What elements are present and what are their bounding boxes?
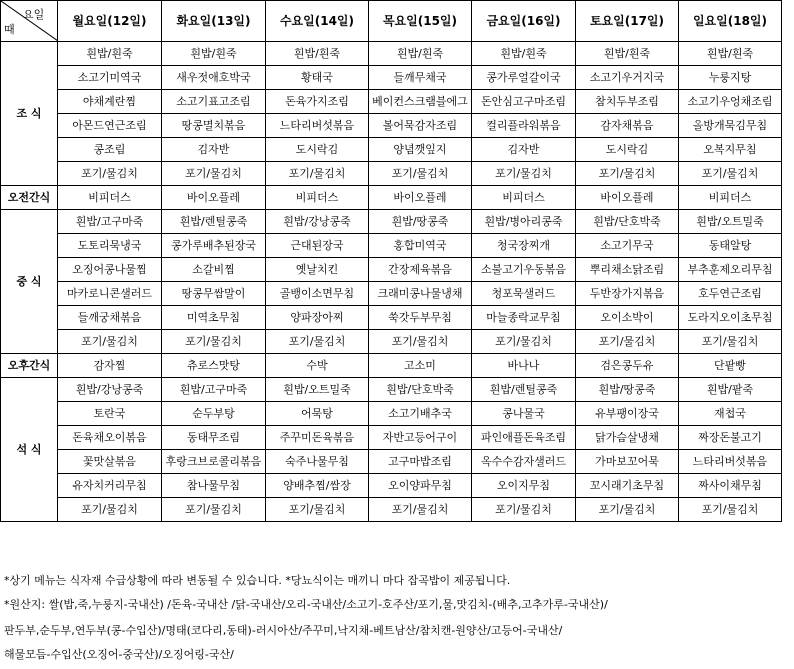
menu-item: 김자반 [162, 138, 266, 162]
menu-item: 소고기무국 [576, 234, 679, 258]
menu-item: 볼어묵감자조림 [369, 114, 472, 138]
menu-item: 순두부탕 [162, 402, 266, 426]
menu-item: 도시락김 [576, 138, 679, 162]
menu-item: 후랑크브로콜리볶음 [162, 450, 266, 474]
menu-item: 자반고등어구이 [369, 426, 472, 450]
dinner-row [1, 426, 782, 450]
am-snack-row [1, 186, 782, 210]
breakfast-label: 조 식 [1, 42, 58, 186]
menu-item: 마늘종락교무침 [472, 306, 576, 330]
menu-item: 청포묵샐러드 [472, 282, 576, 306]
menu-item: 쑥갓두부무침 [369, 306, 472, 330]
snack-item: 비피더스 [266, 186, 369, 210]
menu-item: 감자채볶음 [576, 114, 679, 138]
snack-item: 바이오플레 [369, 186, 472, 210]
menu-item: 포기/물김치 [58, 162, 162, 186]
corner-day-label: 요일 [23, 8, 45, 21]
menu-item: 흰밥/흰죽 [679, 42, 782, 66]
breakfast-row [1, 162, 782, 186]
menu-item: 흰밥/렌틸콩죽 [162, 210, 266, 234]
menu-item: 파인애플돈육조림 [472, 426, 576, 450]
snack-item: 바이오플레 [162, 186, 266, 210]
day-header: 금요일(16일) [472, 1, 576, 42]
lunch-row [1, 210, 782, 234]
dinner-row [1, 450, 782, 474]
menu-item: 포기/물김치 [162, 498, 266, 522]
origin-text: 해물모듬-수입산(오징어-중국산)/오징어링-국산/ [4, 648, 234, 661]
menu-item: 콩가루얼갈이국 [472, 66, 576, 90]
menu-item: 돈육가지조림 [266, 90, 369, 114]
menu-item: 도토리묵냉국 [58, 234, 162, 258]
menu-item: 두반장가지볶음 [576, 282, 679, 306]
corner-meal-label: 때 [4, 23, 15, 36]
menu-item: 유부팽이장국 [576, 402, 679, 426]
snack-item: 바이오플레 [576, 186, 679, 210]
menu-item: 소갈비찜 [162, 258, 266, 282]
menu-item: 골뱅이소면무침 [266, 282, 369, 306]
menu-item: 짜사이채무침 [679, 474, 782, 498]
menu-item: 야채계란찜 [58, 90, 162, 114]
menu-item: 청국장찌개 [472, 234, 576, 258]
lunch-row [1, 282, 782, 306]
menu-item: 옛날치킨 [266, 258, 369, 282]
menu-item: 양파장아찌 [266, 306, 369, 330]
menu-item: 유자치커리무침 [58, 474, 162, 498]
day-header: 목요일(15일) [369, 1, 472, 42]
snack-item: 단팥빵 [679, 354, 782, 378]
menu-item: 땅콩멸치볶음 [162, 114, 266, 138]
menu-item: 올방개묵김무침 [679, 114, 782, 138]
lunch-label: 중 식 [1, 210, 58, 354]
snack-item: 바나나 [472, 354, 576, 378]
header-corner [1, 1, 58, 42]
menu-item: 흰밥/땅콩죽 [369, 210, 472, 234]
menu-item: 흰밥/병아리콩죽 [472, 210, 576, 234]
menu-item: 포기/물김치 [576, 330, 679, 354]
menu-item: 흰밥/흰죽 [576, 42, 679, 66]
menu-item: 참나물무침 [162, 474, 266, 498]
day-header: 수요일(14일) [266, 1, 369, 42]
day-header: 일요일(18일) [679, 1, 782, 42]
menu-item: 포기/물김치 [369, 498, 472, 522]
menu-item: 미역초무침 [162, 306, 266, 330]
menu-item: 크래미콩나물냉채 [369, 282, 472, 306]
menu-item: 동태알탕 [679, 234, 782, 258]
dinner-label: 석 식 [1, 378, 58, 522]
menu-item: 홍합미역국 [369, 234, 472, 258]
snack-item: 비피더스 [679, 186, 782, 210]
am-snack-label: 오전간식 [1, 186, 58, 210]
menu-item: 소고기표고조림 [162, 90, 266, 114]
menu-item: 도라지오이초무침 [679, 306, 782, 330]
snack-item: 검은콩두유 [576, 354, 679, 378]
menu-item: 포기/물김치 [266, 498, 369, 522]
breakfast-row [1, 90, 782, 114]
menu-item: 마카로니콘샐러드 [58, 282, 162, 306]
dinner-row [1, 378, 782, 402]
lunch-row [1, 234, 782, 258]
lunch-row [1, 306, 782, 330]
menu-item: 간장제육볶음 [369, 258, 472, 282]
menu-item: 포기/물김치 [58, 498, 162, 522]
dinner-row [1, 474, 782, 498]
breakfast-row [1, 138, 782, 162]
menu-item: 포기/물김치 [369, 162, 472, 186]
menu-item: 닭가슴살냉채 [576, 426, 679, 450]
menu-item: 참치두부조림 [576, 90, 679, 114]
menu-item: 양배추찜/쌈장 [266, 474, 369, 498]
menu-item: 포기/물김치 [472, 498, 576, 522]
menu-item: 가마보꼬어묵 [576, 450, 679, 474]
snack-item: 비피더스 [58, 186, 162, 210]
menu-item: 근대된장국 [266, 234, 369, 258]
menu-item: 흰밥/흰죽 [162, 42, 266, 66]
menu-item: 돈육채오이볶음 [58, 426, 162, 450]
menu-item: 부추훈제오리무침 [679, 258, 782, 282]
dinner-row [1, 498, 782, 522]
breakfast-row [1, 42, 782, 66]
menu-item: 들깨궁채볶음 [58, 306, 162, 330]
menu-item: 흰밥/강낭콩죽 [266, 210, 369, 234]
menu-item: 흰밥/팥죽 [679, 378, 782, 402]
origin-text: 판두부,순두부,연두부(콩-수입산)/명태(코다리,동태)-러시아산/주꾸미,낙지채-베트남산/참치캔-원양산/고등어-국내산/ [4, 624, 563, 637]
menu-item: 소불고기우동볶음 [472, 258, 576, 282]
menu-item: 포기/물김치 [472, 162, 576, 186]
pm-snack-row [1, 354, 782, 378]
menu-item: 포기/물김치 [679, 162, 782, 186]
origin-text: *원산지: 쌀(밥,죽,누룽지-국내산) /돈육-국내산 /닭-국내산/오리-국내산/소고기-호주산/포기,물,맛김치-(배추,고추가루-국내산)/ [4, 598, 608, 611]
menu-item: 흰밥/흰죽 [58, 42, 162, 66]
menu-item: 흰밥/오트밀죽 [679, 210, 782, 234]
menu-item: 포기/물김치 [472, 330, 576, 354]
menu-item: 오이지무침 [472, 474, 576, 498]
menu-item: 포기/물김치 [266, 330, 369, 354]
menu-item: 흰밥/단호박죽 [369, 378, 472, 402]
menu-item: 오복지무침 [679, 138, 782, 162]
menu-item: 컬리플라워볶음 [472, 114, 576, 138]
menu-item: 포기/물김치 [162, 330, 266, 354]
menu-item: 동태무조림 [162, 426, 266, 450]
menu-item: 꽃맛살볶음 [58, 450, 162, 474]
menu-item: 아몬드연근조림 [58, 114, 162, 138]
lunch-row [1, 330, 782, 354]
menu-item: 주꾸미돈육볶음 [266, 426, 369, 450]
menu-item: 소고기미역국 [58, 66, 162, 90]
menu-item: 소고기우거지국 [576, 66, 679, 90]
menu-item: 흰밥/땅콩죽 [576, 378, 679, 402]
dinner-row [1, 402, 782, 426]
menu-item: 느타리버섯볶음 [266, 114, 369, 138]
menu-item: 어묵탕 [266, 402, 369, 426]
menu-item: 포기/물김치 [576, 498, 679, 522]
menu-item: 흰밥/고구마죽 [162, 378, 266, 402]
day-header: 월요일(12일) [58, 1, 162, 42]
menu-item: 흰밥/오트밀죽 [266, 378, 369, 402]
snack-item: 감자찜 [58, 354, 162, 378]
snack-item: 수박 [266, 354, 369, 378]
menu-item: 누룽지탕 [679, 66, 782, 90]
menu-item: 베이컨스크램블에그 [369, 90, 472, 114]
menu-item: 포기/물김치 [369, 330, 472, 354]
menu-item: 꼬시래기초무침 [576, 474, 679, 498]
menu-item: 고구마밥조림 [369, 450, 472, 474]
menu-item: 옥수수감자샐러드 [472, 450, 576, 474]
snack-item: 츄로스맛탕 [162, 354, 266, 378]
menu-item: 오이소박이 [576, 306, 679, 330]
menu-item: 도시락김 [266, 138, 369, 162]
menu-item: 흰밥/단호박죽 [576, 210, 679, 234]
menu-item: 김자반 [472, 138, 576, 162]
menu-item: 숙주나물무침 [266, 450, 369, 474]
menu-item: 재첩국 [679, 402, 782, 426]
menu-item: 콩조림 [58, 138, 162, 162]
menu-item: 흰밥/렌틸콩죽 [472, 378, 576, 402]
menu-item: 흰밥/흰죽 [266, 42, 369, 66]
menu-item: 오이양파무침 [369, 474, 472, 498]
menu-item: 포기/물김치 [679, 498, 782, 522]
menu-item: 황태국 [266, 66, 369, 90]
menu-item: 소고기배추국 [369, 402, 472, 426]
menu-item: 돈안심고구마조림 [472, 90, 576, 114]
notice-text: *상기 메뉴는 식자재 수급상황에 따라 변동될 수 있습니다. *당뇨식이는 매끼니 마다 잡곡밥이 제공됩니다. [4, 574, 511, 587]
menu-item: 콩나물국 [472, 402, 576, 426]
snack-item: 비피더스 [472, 186, 576, 210]
menu-item: 새우젓애호박국 [162, 66, 266, 90]
menu-item: 들깨무채국 [369, 66, 472, 90]
menu-item: 양념깻잎지 [369, 138, 472, 162]
menu-item: 흰밥/흰죽 [472, 42, 576, 66]
menu-item: 포기/물김치 [266, 162, 369, 186]
menu-item: 짜장돈불고기 [679, 426, 782, 450]
menu-item: 포기/물김치 [162, 162, 266, 186]
day-header: 화요일(13일) [162, 1, 266, 42]
breakfast-row [1, 114, 782, 138]
menu-item: 포기/물김치 [58, 330, 162, 354]
pm-snack-label: 오후간식 [1, 354, 58, 378]
menu-item: 오징어콩나물찜 [58, 258, 162, 282]
day-header: 토요일(17일) [576, 1, 679, 42]
menu-item: 흰밥/고구마죽 [58, 210, 162, 234]
breakfast-row [1, 66, 782, 90]
menu-item: 느타리버섯볶음 [679, 450, 782, 474]
menu-item: 토란국 [58, 402, 162, 426]
lunch-row [1, 258, 782, 282]
menu-item: 호두연근조림 [679, 282, 782, 306]
menu-item: 흰밥/흰죽 [369, 42, 472, 66]
menu-item: 소고기우엉채조림 [679, 90, 782, 114]
menu-item: 포기/물김치 [576, 162, 679, 186]
menu-item: 땅콩무쌈말이 [162, 282, 266, 306]
menu-item: 포기/물김치 [679, 330, 782, 354]
menu-item: 콩가루배추된장국 [162, 234, 266, 258]
menu-item: 뿌리채소닭조림 [576, 258, 679, 282]
menu-item: 흰밥/강낭콩죽 [58, 378, 162, 402]
snack-item: 고소미 [369, 354, 472, 378]
